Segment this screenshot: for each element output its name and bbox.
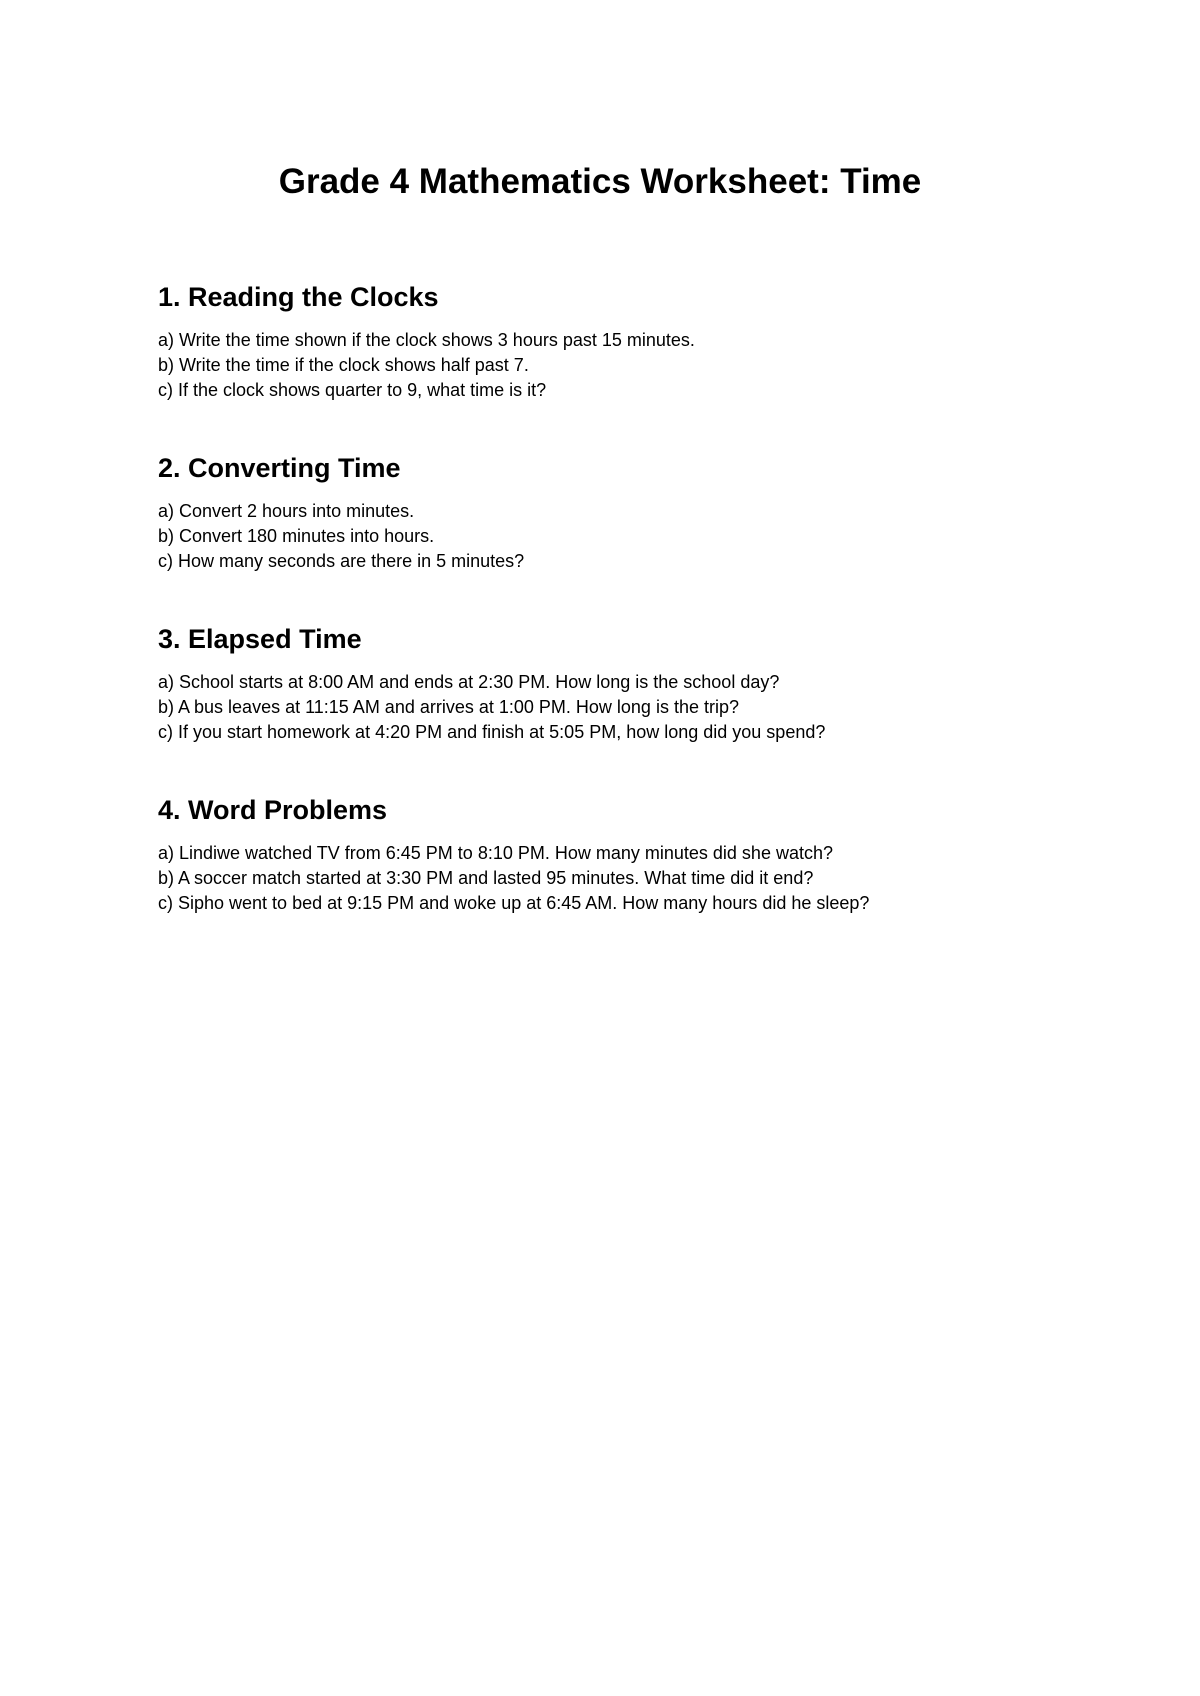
section-reading-the-clocks xyxy=(158,280,1058,403)
question-item: a) School starts at 8:00 AM and ends at 2:30 PM. How long is the school day? xyxy=(158,672,780,692)
question-item: c) Sipho went to bed at 9:15 PM and woke up at 6:45 AM. How many hours did he sleep? xyxy=(158,893,870,913)
question-list xyxy=(158,670,1058,745)
question-item: b) Write the time if the clock shows half past 7. xyxy=(158,355,529,375)
question-item: b) Convert 180 minutes into hours. xyxy=(158,526,435,546)
question-item: a) Lindiwe watched TV from 6:45 PM to 8:10 PM. How many minutes did she watch? xyxy=(158,843,833,863)
question-item: b) A soccer match started at 3:30 PM and lasted 95 minutes. What time did it end? xyxy=(158,868,814,888)
question-item: c) How many seconds are there in 5 minutes? xyxy=(158,551,525,571)
question-item: c) If the clock shows quarter to 9, what time is it? xyxy=(158,380,547,400)
question-item: b) A bus leaves at 11:15 AM and arrives at 1:00 PM. How long is the trip? xyxy=(158,697,739,717)
section-heading: 1. Reading the Clocks xyxy=(158,282,439,312)
question-list xyxy=(158,841,1058,916)
question-list xyxy=(158,328,1058,403)
section-word-problems xyxy=(158,793,1058,916)
section-heading: 3. Elapsed Time xyxy=(158,624,362,654)
question-item: c) If you start homework at 4:20 PM and finish at 5:05 PM, how long did you spend? xyxy=(158,722,826,742)
question-list xyxy=(158,499,1058,574)
section-heading: 4. Word Problems xyxy=(158,795,388,825)
section-heading: 2. Converting Time xyxy=(158,453,401,483)
worksheet-title: Grade 4 Mathematics Worksheet: Time xyxy=(278,162,922,201)
section-elapsed-time xyxy=(158,622,1058,745)
section-converting-time xyxy=(158,451,1058,574)
question-item: a) Convert 2 hours into minutes. xyxy=(158,501,415,521)
question-item: a) Write the time shown if the clock shows 3 hours past 15 minutes. xyxy=(158,330,695,350)
